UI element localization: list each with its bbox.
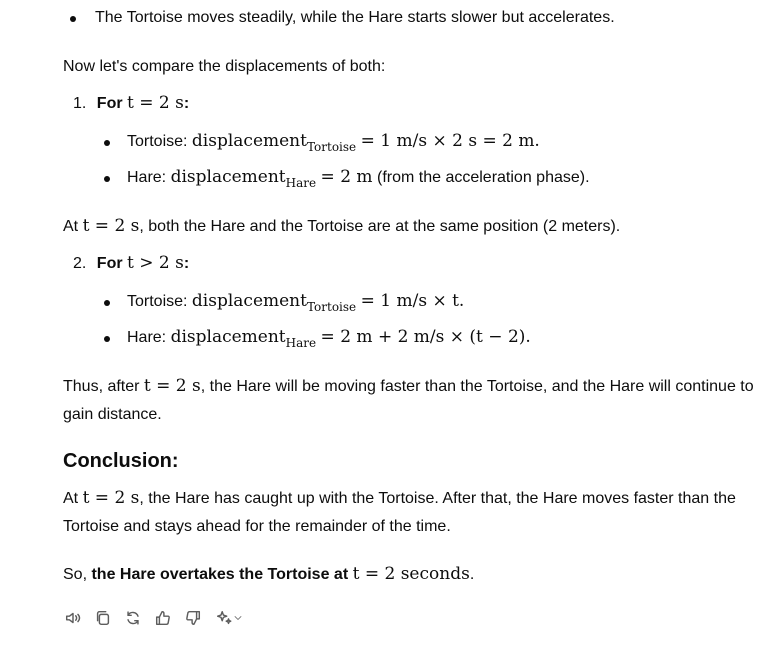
text-post: , the Hare will be moving faster than the Tortoise, and the Hare will continue to [200,378,754,395]
thumbs-down-icon [184,609,202,627]
math-condition: t = 2 s [82,216,140,236]
bullet [104,176,110,182]
thumbs-up-button[interactable] [153,608,173,628]
regenerate-icon [124,609,142,627]
text-line2: gain distance. [63,406,162,423]
message-actions [63,608,245,628]
bullet [70,16,76,22]
math-subscript: Tortoise [306,140,357,154]
model-switcher-button[interactable] [213,608,245,628]
list-item-2 [73,253,189,273]
chevron-down-icon [233,613,243,623]
math-expression: = 1 m/s × 2 s = 2 m. [360,131,540,151]
text-pre: Thus, after [63,378,144,395]
sparkle-icon [215,609,233,627]
text-post: . [469,566,475,583]
math-expression: = 2 m + 2 m/s × (t − 2). [320,327,531,347]
copy-icon [94,609,112,627]
thumbs-down-button[interactable] [183,608,203,628]
list-number: 2. [73,255,87,272]
final-statement [63,564,474,584]
thumbs-up-icon [154,609,172,627]
tortoise-label: Tortoise: [127,133,192,150]
bullet [104,336,110,342]
hare-label: Hare: [127,169,171,186]
math-condition: t = 2 s [143,376,201,396]
list-number: 1. [73,95,87,112]
math-expression: = 1 m/s × t. [360,291,465,311]
math-condition: t = 2 s [127,93,184,113]
list-item-1 [73,93,189,113]
regenerate-button[interactable] [123,608,143,628]
math-subscript: Hare [285,176,317,190]
bullet [104,140,110,146]
copy-button[interactable] [93,608,113,628]
item-label: For [96,255,123,272]
text-pre: So, [63,566,92,583]
item-label: For [96,95,123,112]
tortoise-line-1 [127,131,540,154]
math-displacement: displacement [170,167,286,187]
bold-statement: the Hare overtakes the Tortoise at [91,566,349,583]
text-line2: Tortoise and stays ahead for the remainder of the time. [63,518,451,535]
math-displacement: displacement [191,131,307,151]
math-expression: = 2 m [320,167,373,187]
tortoise-label: Tortoise: [127,293,192,310]
speaker-icon [64,609,82,627]
text-pre: At [63,218,83,235]
math-expression: t = 2 seconds [352,564,470,584]
intro-text: Now let's compare the displacements of both: [63,58,386,75]
read-aloud-button[interactable] [63,608,83,628]
tortoise-line-2 [127,291,465,314]
hare-line-2 [127,327,531,350]
conclusion-heading: Conclusion: [63,450,179,472]
hare-label: Hare: [127,329,171,346]
math-subscript: Tortoise [306,300,357,314]
hare-line-1 [127,167,590,190]
text-pre: At [63,490,83,507]
text-post: , the Hare has caught up with the Tortoise. After that, the Hare moves faster than the [139,490,736,507]
math-condition: t > 2 s [127,253,184,273]
item-colon: : [183,95,190,112]
math-condition: t = 2 s [82,488,140,508]
math-displacement: displacement [170,327,286,347]
hare-note: (from the acceleration phase). [372,169,590,186]
item-colon: : [183,255,190,272]
math-subscript: Hare [285,336,317,350]
math-displacement: displacement [191,291,307,311]
top-bullet-text: The Tortoise moves steadily, while the Hare starts slower but accelerates. [95,9,615,26]
text-post: , both the Hare and the Tortoise are at the same position (2 meters). [139,218,621,235]
conclusion-paragraph [63,484,736,541]
bullet [104,300,110,306]
thus-paragraph [63,372,754,429]
same-position-text [63,216,620,236]
